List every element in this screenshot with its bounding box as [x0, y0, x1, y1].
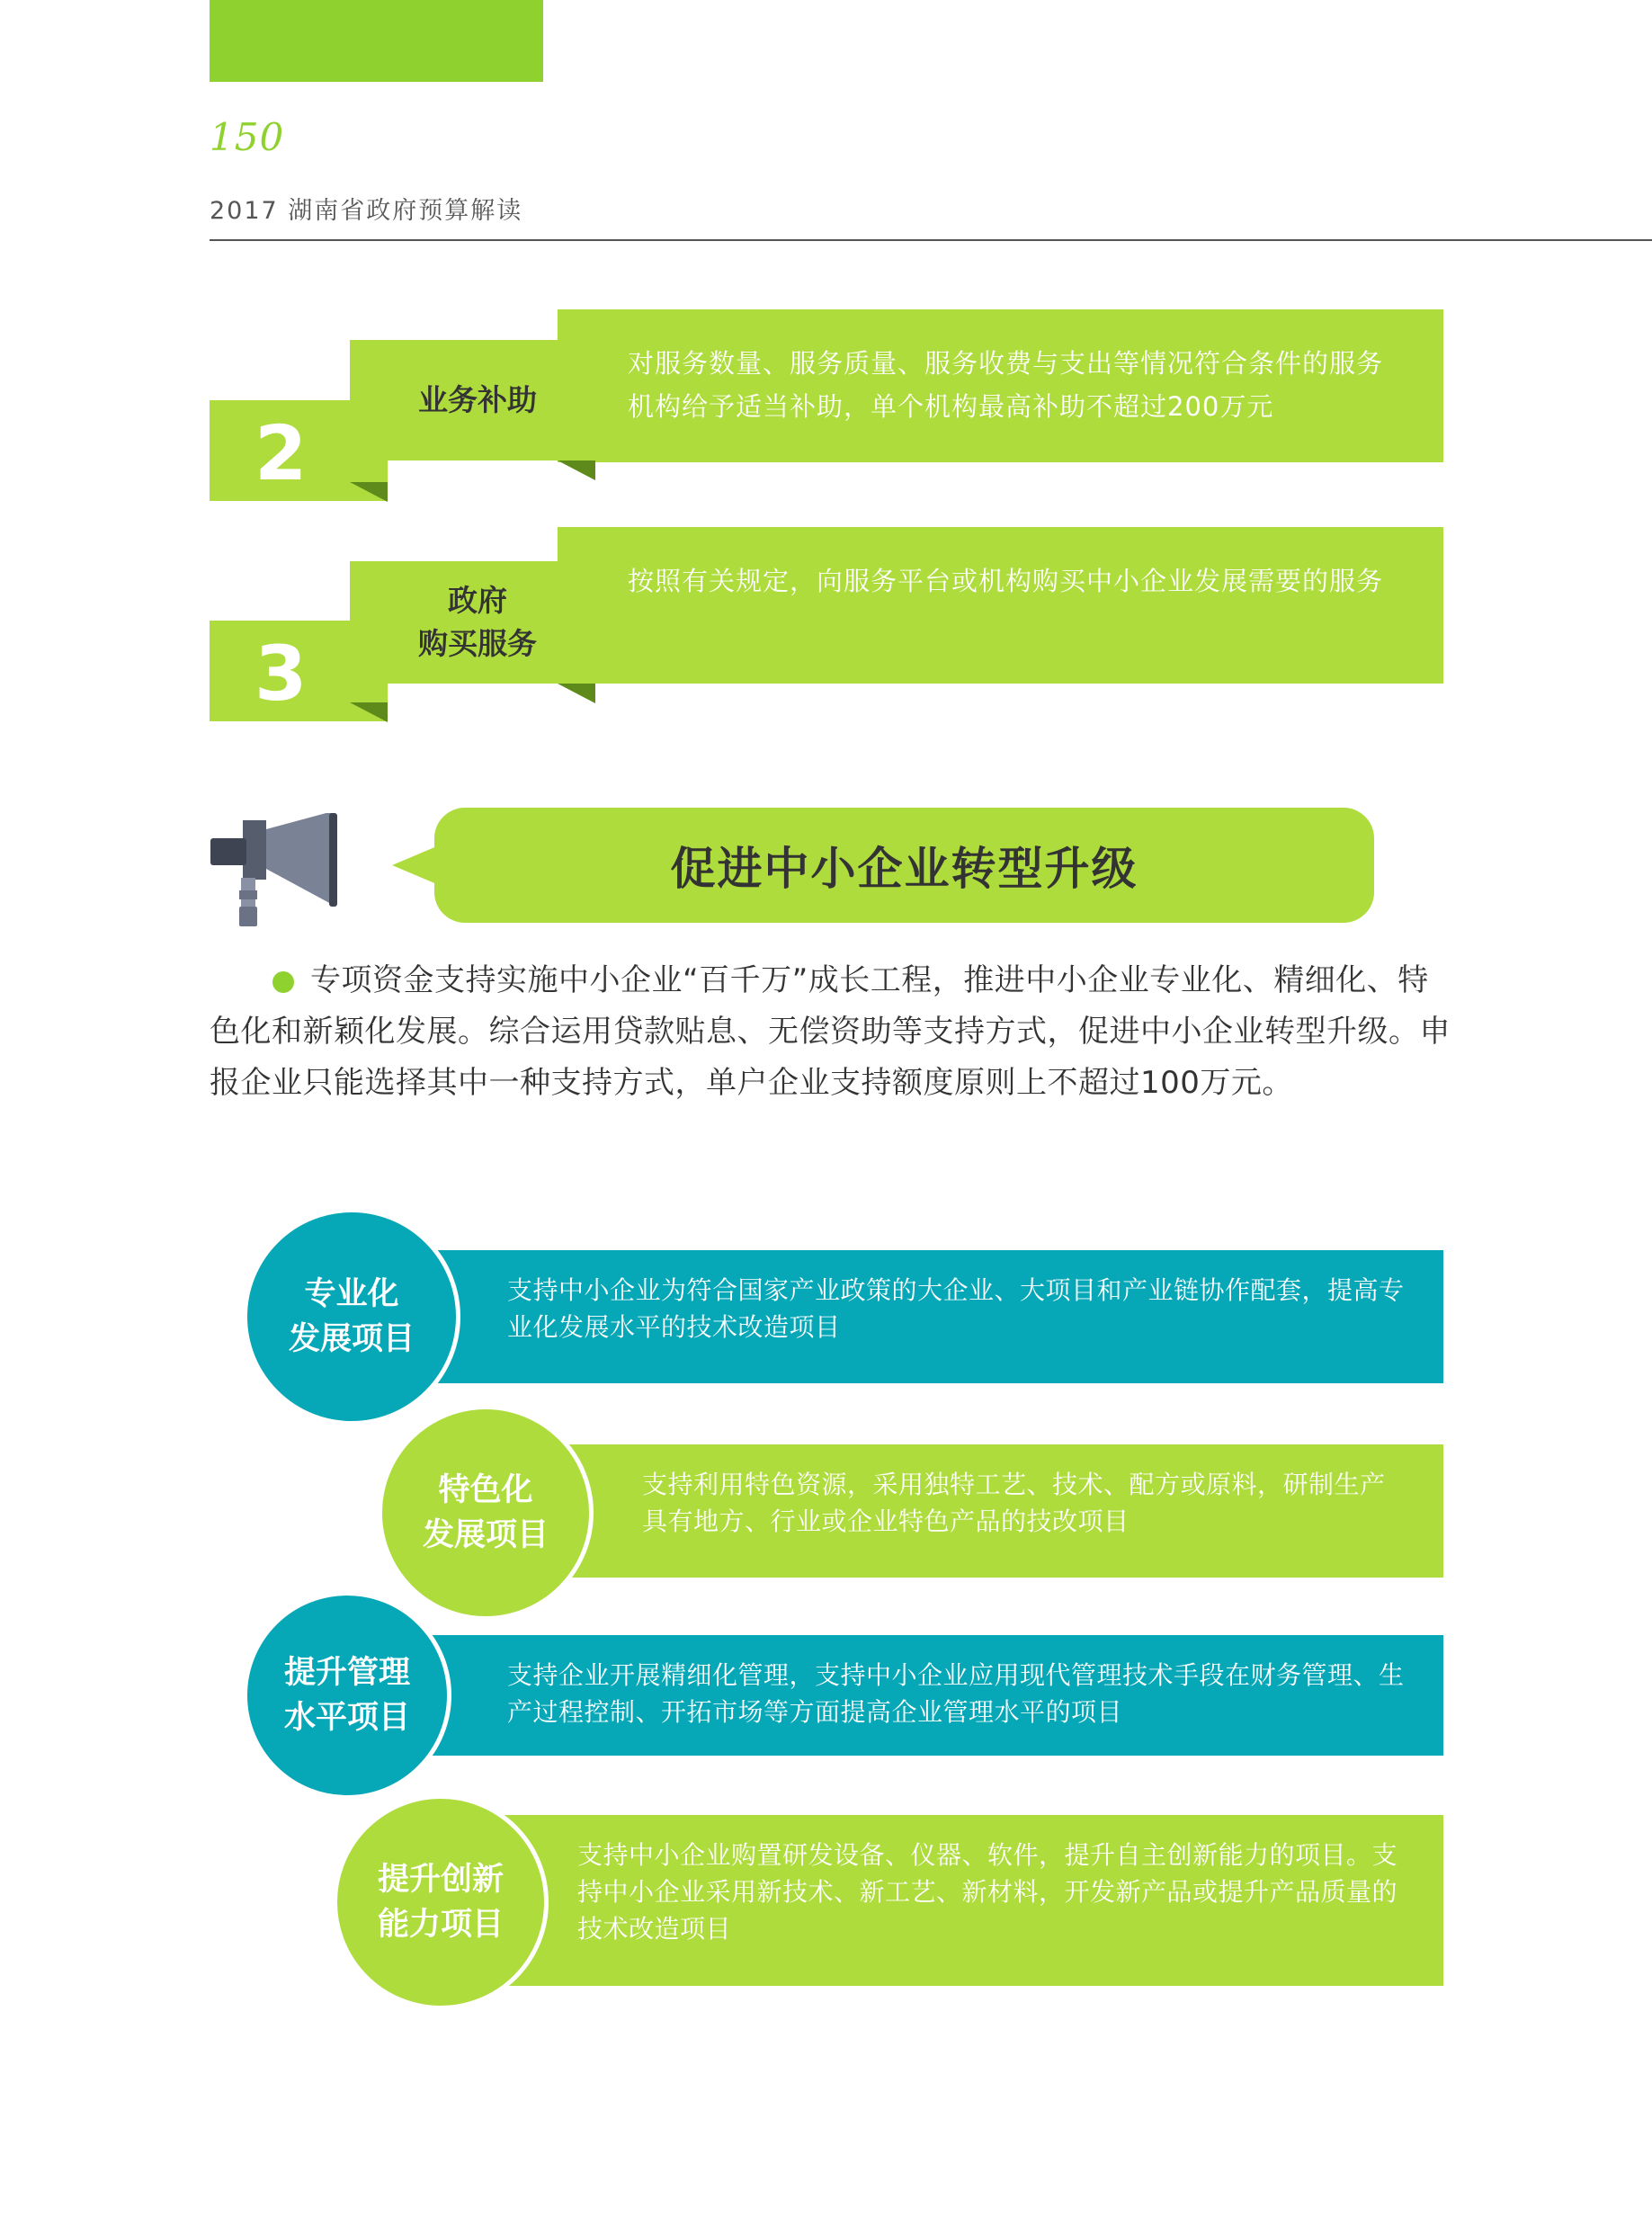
heading-tail	[392, 845, 439, 885]
megaphone-icon	[207, 813, 351, 934]
section-heading-bubble	[434, 808, 1374, 923]
project-description: 支持企业开展精细化管理，支持中小企业应用现代管理技术手段在财务管理、生产过程控制、开拓市场等方面提高企业管理水平的项目	[378, 1635, 1443, 1756]
section-paragraph: 专项资金支持实施中小企业“百千万”成长工程，推进中小企业专业化、精细化、特色化和新颖化发展。综合运用贷款贴息、无偿资助等支持方式，促进中小企业转型升级。申报企业只能选择其中一种支持方式，单户企业支持额度原则上不超过100万元。	[210, 962, 1451, 1101]
ribbon-fold	[558, 684, 595, 703]
page-number: 150	[210, 115, 285, 159]
project-title-circle: 提升管理 水平项目	[243, 1591, 451, 1800]
ribbon-fold	[350, 482, 388, 502]
ribbon-title: 政府 购买服务	[350, 561, 594, 684]
project-description: 支持中小企业为符合国家产业政策的大企业、大项目和产业链协作配套，提高专业化发展水平的技术改造项目	[378, 1250, 1443, 1383]
ribbon-fold	[558, 460, 595, 480]
ribbon-title: 业务补助	[350, 340, 594, 460]
ribbon-number: 2	[210, 400, 388, 501]
ribbon-fold	[350, 702, 388, 722]
book-title: 2017 湖南省政府预算解读	[210, 197, 523, 225]
section-heading: 促进中小企业转型升级	[670, 842, 1139, 895]
project-title-circle: 专业化 发展项目	[243, 1208, 460, 1426]
project-description: 支持中小企业购置研发设备、仪器、软件，提升自主创新能力的项目。支持中小企业采用新技术、新工艺、新材料，开发新产品或提升产品质量的技术改造项目	[468, 1815, 1443, 1986]
project-title-circle: 提升创新 能力项目	[333, 1794, 549, 2010]
header-rule	[210, 239, 1652, 241]
project-title-circle: 特色化 发展项目	[378, 1405, 594, 1621]
ribbon-number: 3	[210, 621, 388, 721]
ribbon-description: 按照有关规定，向服务平台或机构购买中小企业发展需要的服务	[558, 527, 1443, 684]
project-description: 支持利用特色资源，采用独特工艺、技术、配方或原料，研制生产具有地方、行业或企业特色产品的技改项目	[513, 1444, 1443, 1578]
ribbon-description: 对服务数量、服务质量、服务收费与支出等情况符合条件的服务机构给予适当补助，单个机构最高补助不超过200万元	[558, 309, 1443, 462]
top-tab	[210, 0, 543, 82]
